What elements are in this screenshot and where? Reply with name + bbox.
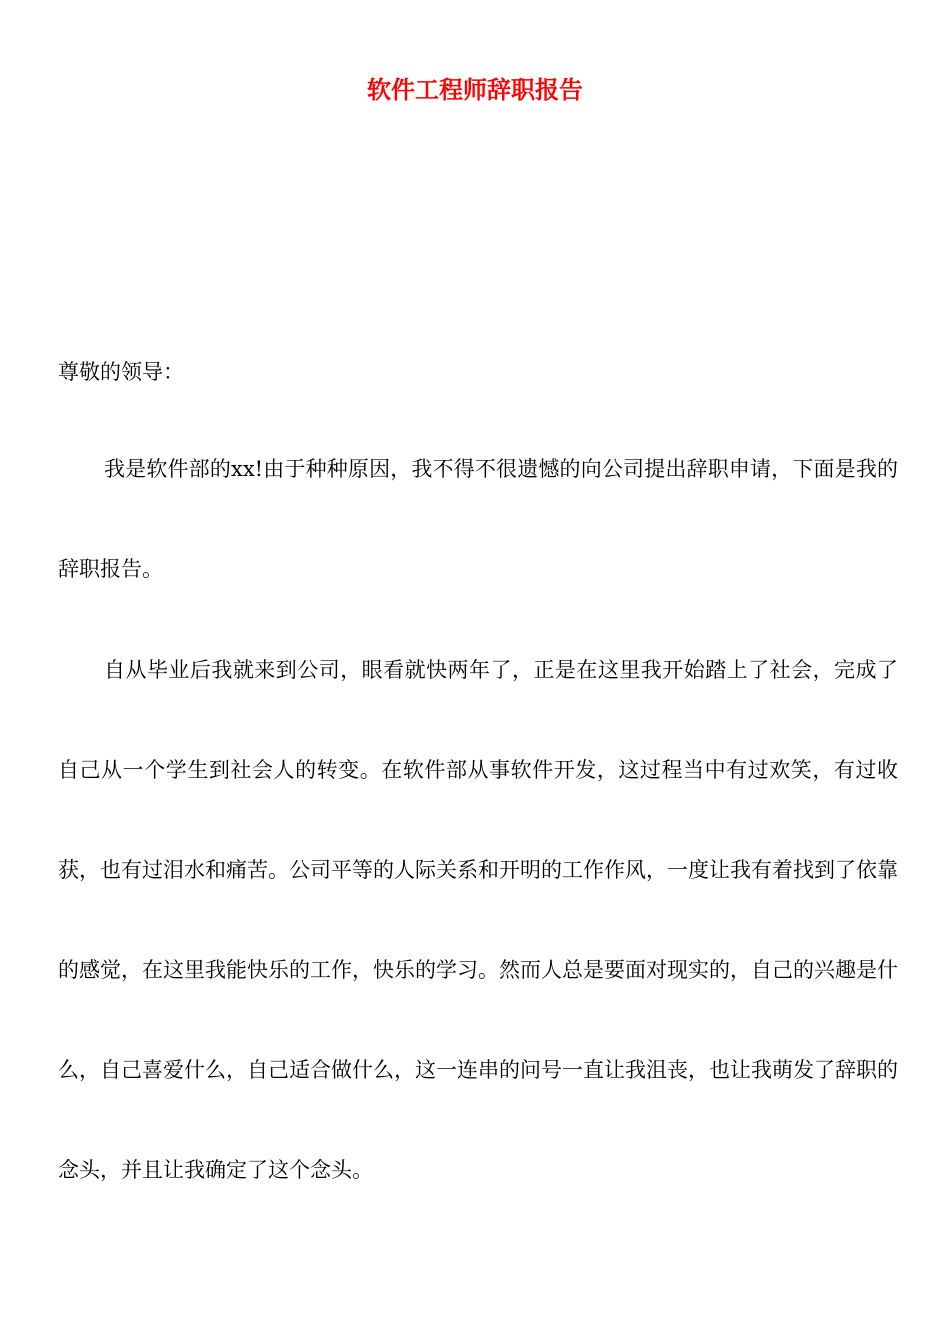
paragraph-reason — [58, 620, 898, 1220]
paragraph-intro — [58, 419, 898, 619]
paragraph-text: 我是软件部的xx!由于种种原因，我不得不很遗憾的向公司提出辞职申请，下面是我的辞职报告。 — [58, 457, 898, 581]
salutation-text: 尊敬的领导： — [58, 360, 184, 384]
document-title: 软件工程师辞职报告 — [367, 76, 583, 104]
paragraph-text: 自从毕业后我就来到公司，眼看就快两年了，正是在这里我开始踏上了社会，完成了自己从一个学生到社会人的转变。在软件部从事软件开发，这过程当中有过欢笑，有过收获，也有过泪水和痛苦。公司平等的人际关系和开明的工作作风，一度让我有着找到了依靠的感觉，在这里我能快乐的工作，快乐的学习。然而人总是要面对现实的，自己的兴趣是什么，自己喜爱什么，自己适合做什么，这一连串的问号一直让我沮丧，也让我萌发了辞职的念头，并且让我确定了这个念头。 — [58, 658, 898, 1182]
salutation — [58, 322, 898, 422]
